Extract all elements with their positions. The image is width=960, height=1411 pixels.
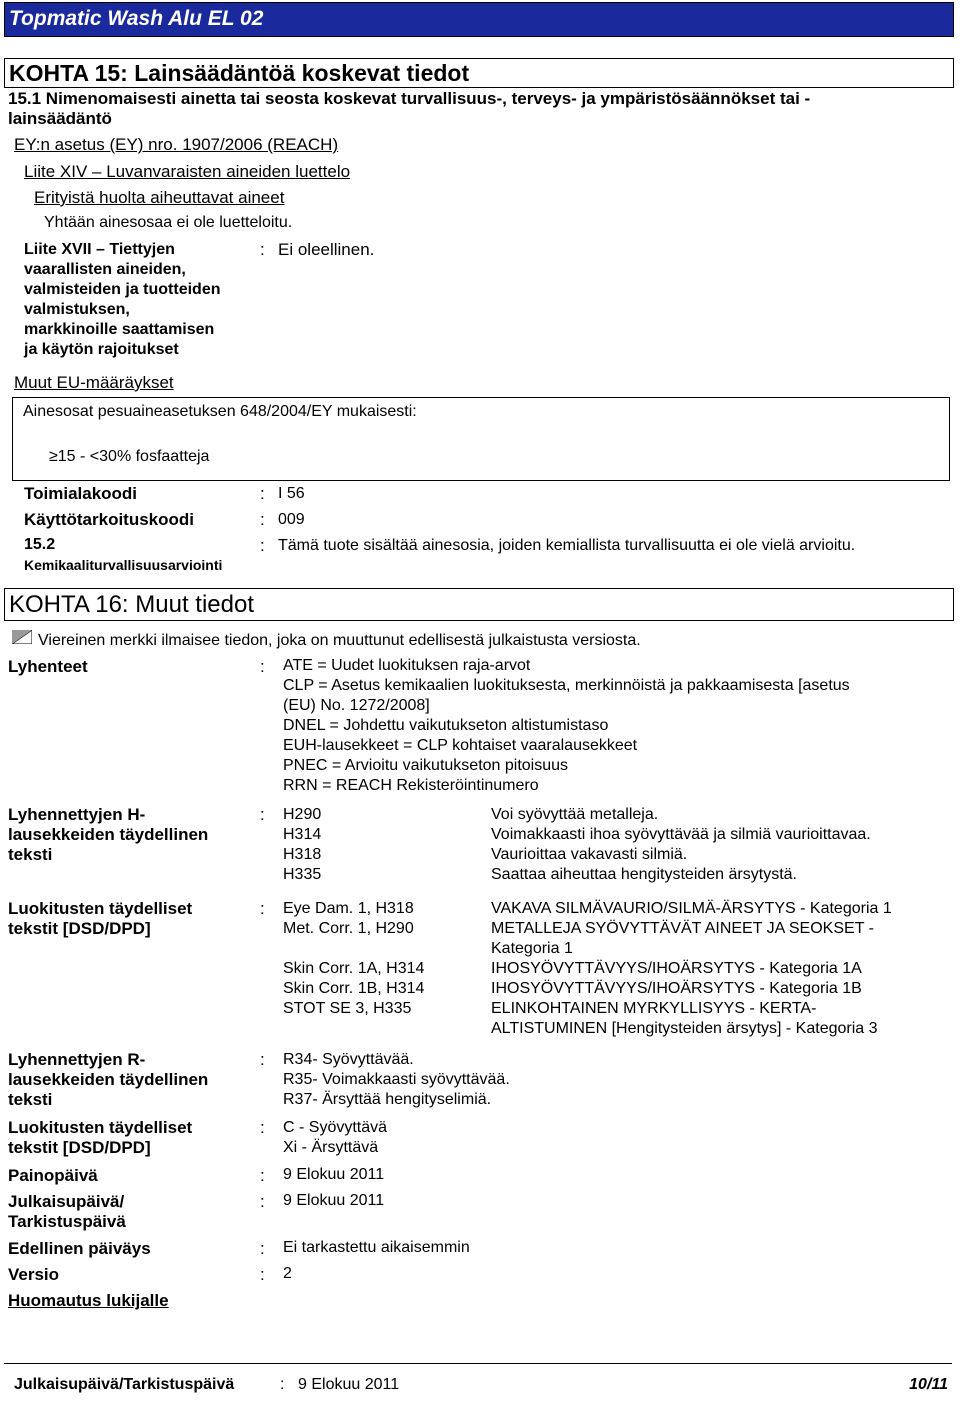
colon: : — [260, 1118, 265, 1137]
clp-texts: VAKAVA SILMÄVAURIO/SILMÄ-ÄRSYTYS - Kategoria 1 METALLEJA SYÖVYTTÄVÄT AINEET JA SEOKSET - Kategoria 1 IHOSYÖVYTTÄVYYS/IHOÄRSYTYS - Kategoria 1A IHOSYÖVYTTÄVYYS/IHOÄRSYTYS - Kategoria 1B ELINKOHTAINEN MYRKYLLISYYS - KERTA- ALTISTUMINEN [Hengitysteiden ärsytys] - Kategoria 3 — [491, 900, 892, 1037]
clp-codes: Eye Dam. 1, H318 Met. Corr. 1, H290 Skin Corr. 1A, H314 Skin Corr. 1B, H314 STOT SE 3, H335 — [283, 900, 425, 1017]
detergent-ingredients-box — [12, 397, 950, 481]
csa-label-text: Kemikaaliturvallisuusarviointi — [24, 557, 223, 573]
svhc-text: Yhtään ainesosaa ei ole luetteloitu. — [44, 214, 293, 231]
other-eu-heading: Muut EU-määräykset — [14, 373, 174, 392]
csa-label-number: 15.2 — [24, 536, 56, 553]
footer-label: Julkaisupäivä/Tarkistuspäivä — [14, 1376, 235, 1393]
change-marker-icon — [12, 630, 32, 644]
colon: : — [260, 1192, 265, 1211]
footer-divider — [4, 1363, 952, 1364]
dsd-classification: C - Syövyttävä Xi - Ärsyttävä — [283, 1119, 388, 1156]
subsection-15-1: 15.1 Nimenomaisesti ainetta tai seosta koskevat turvallisuus-, terveys- ja ympäristösäännökset tai - lainsäädäntö — [8, 89, 811, 128]
colon: : — [260, 510, 265, 529]
version-label: Versio — [8, 1265, 60, 1284]
change-note: Viereinen merkki ilmaisee tiedon, joka on muuttunut edellisestä julkaistusta versiosta. — [38, 632, 641, 649]
print-date-label: Painopäivä — [8, 1166, 98, 1185]
colon: : — [260, 536, 265, 555]
colon: : — [260, 899, 265, 918]
colon: : — [260, 240, 265, 259]
previous-date-label: Edellinen päiväys — [8, 1239, 151, 1258]
clp-classification-label: Luokitusten täydelliset tekstit [DSD/DPD] — [8, 899, 193, 938]
svhc-heading: Erityistä huolta aiheuttavat aineet — [34, 188, 285, 207]
section-16-heading-box — [4, 588, 954, 621]
h-texts: Voi syövyttää metalleja. Voimakkaasti ihoa syövyttävää ja silmiä vaurioittavaa. Vaurioittaa vakavasti silmiä. Saattaa aiheuttaa hengitysteiden ärsytystä. — [491, 806, 871, 883]
version-value: 2 — [283, 1265, 292, 1282]
product-title: Topmatic Wash Alu EL 02 — [9, 7, 264, 30]
annex-xvii-value: Ei oleellinen. — [278, 240, 375, 259]
footer-date: 9 Elokuu 2011 — [298, 1376, 400, 1393]
issue-date-label: Julkaisupäivä/ Tarkistuspäivä — [8, 1192, 126, 1231]
dsd-classification-label: Luokitusten täydelliset tekstit [DSD/DPD] — [8, 1118, 193, 1157]
page-number: 10/11 — [909, 1376, 948, 1393]
issue-date-value: 9 Elokuu 2011 — [283, 1192, 385, 1209]
detergent-item: ≥15 - <30% fosfaatteja — [49, 448, 210, 465]
detergent-heading: Ainesosat pesuaineasetuksen 648/2004/EY mukaisesti: — [23, 403, 417, 420]
industry-code-value: I 56 — [278, 485, 305, 502]
colon: : — [260, 1166, 265, 1185]
h-statements-label: Lyhennettyjen H- lausekkeiden täydellinen teksti — [8, 805, 209, 864]
previous-date-value: Ei tarkastettu aikaisemmin — [283, 1239, 470, 1256]
colon: : — [260, 484, 265, 503]
section-16-title: KOHTA 16: Muut tiedot — [9, 591, 255, 618]
colon: : — [260, 805, 265, 824]
abbr-label: Lyhenteet — [8, 657, 88, 676]
colon: : — [260, 1050, 265, 1069]
use-code-label: Käyttötarkoituskoodi — [24, 510, 195, 529]
document-header — [4, 2, 954, 37]
colon: : — [260, 657, 265, 676]
notice-to-reader-heading: Huomautus lukijalle — [8, 1291, 169, 1310]
use-code-value: 009 — [278, 511, 305, 528]
csa-value: Tämä tuote sisältää ainesosia, joiden kemiallista turvallisuutta ei ole vielä arvioitu. — [278, 537, 856, 554]
industry-code-label: Toimialakoodi — [24, 484, 138, 503]
reach-heading: EY:n asetus (EY) nro. 1907/2006 (REACH) — [14, 135, 339, 154]
r-phrases: R34- Syövyttävää. R35- Voimakkaasti syövyttävää. R37- Ärsyttää hengityselimiä. — [283, 1051, 510, 1108]
print-date-value: 9 Elokuu 2011 — [283, 1166, 385, 1183]
colon: : — [260, 1265, 265, 1284]
annex-xiv-heading: Liite XIV – Luvanvaraisten aineiden luettelo — [24, 162, 351, 181]
abbr-list: ATE = Uudet luokituksen raja-arvot CLP = Asetus kemikaalien luokituksesta, merkinnöistä ja pakkaamisesta [asetus (EU) No. 1272/2008] DNEL = Johdettu vaikutukseton altistumistaso EUH-lausekkeet = CLP kohtaiset vaaralausekkeet PNEC = Arvioitu vaikutukseton pitoisuus RRN = REACH Rekisteröintinumero — [283, 657, 850, 794]
r-phrases-label: Lyhennettyjen R- lausekkeiden täydellinen teksti — [8, 1050, 209, 1109]
footer-colon: : — [280, 1376, 285, 1393]
annex-xvii-label: Liite XVII – Tiettyjen vaarallisten aineiden, valmisteiden ja tuotteiden valmistuksen, markkinoille saattamisen ja käytön rajoitukset — [24, 241, 221, 358]
colon: : — [260, 1239, 265, 1258]
section-15-title: KOHTA 15: Lainsäädäntöä koskevat tiedot — [9, 60, 470, 86]
section-15-heading-box — [4, 58, 954, 88]
h-codes: H290 H314 H318 H335 — [283, 806, 322, 883]
